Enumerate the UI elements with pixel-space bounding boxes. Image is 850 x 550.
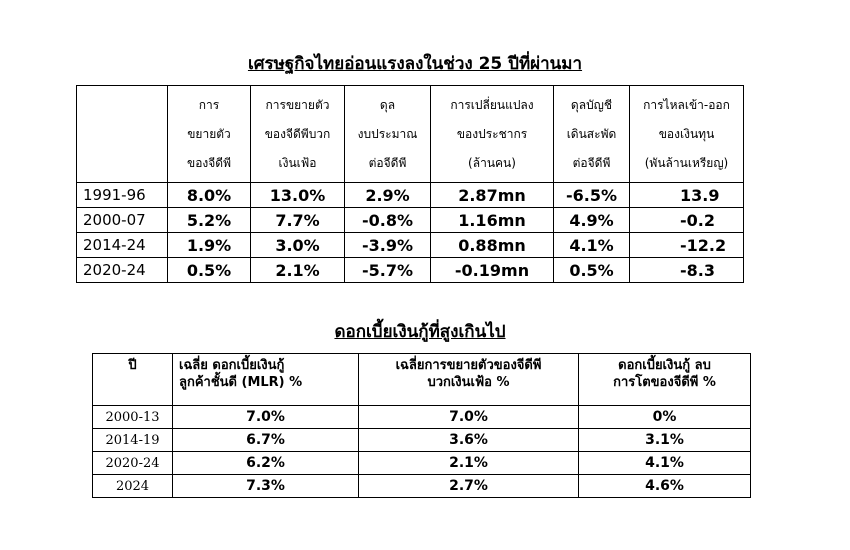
year-cell: 2014-19	[93, 429, 173, 452]
year-cell: 2000-13	[93, 406, 173, 429]
table-row	[77, 183, 744, 208]
table-row	[77, 258, 744, 283]
table-cell: 6.7%	[173, 429, 359, 452]
table2-header-spread: ดอกเบี้ยเงินกู้ ลบ การโตของจีดีพี %	[579, 354, 751, 406]
table-cell: -3.9%	[345, 233, 431, 258]
table-cell: 2.9%	[345, 183, 431, 208]
table-cell: 7.0%	[359, 406, 579, 429]
table-cell: 2.87mn	[431, 183, 554, 208]
table-cell: 2.1%	[251, 258, 345, 283]
table-cell: 4.9%	[554, 208, 630, 233]
period-cell: 2000-07	[77, 208, 168, 233]
table-cell: 13.0%	[251, 183, 345, 208]
table2-title: ดอกเบี้ยเงินกู้ที่สูงเกินไป	[334, 322, 506, 342]
table-cell: 0.5%	[554, 258, 630, 283]
table2-header-year: ปี	[93, 354, 173, 406]
table1-header-capital-flow: การไหลเข้า-ออก ของเงินทุน (พันล้านเหรียญ)	[630, 86, 744, 183]
table-row	[77, 233, 744, 258]
table-cell: 4.6%	[579, 475, 751, 498]
table1-header-population: การเปลี่ยนแปลง ของประชากร (ล้านคน)	[431, 86, 554, 183]
table-cell: 1.16mn	[431, 208, 554, 233]
table1-header-nominal-gdp: การขยายตัว ของจีดีพีบวก เงินเฟ้อ	[251, 86, 345, 183]
table-cell: -5.7%	[345, 258, 431, 283]
table-row	[93, 475, 751, 498]
period-cell: 1991-96	[77, 183, 168, 208]
economy-table	[76, 85, 744, 283]
table-cell: 0.88mn	[431, 233, 554, 258]
table2-header-mlr: เฉลี่ย ดอกเบี้ยเงินกู้ ลูกค้าชั้นดี (MLR) %	[173, 354, 359, 406]
interest-rate-table	[92, 353, 751, 498]
table-cell: 4.1%	[554, 233, 630, 258]
table-cell: 6.2%	[173, 452, 359, 475]
table1-header-gdp-growth: การ ขยายตัว ของจีดีพี	[168, 86, 251, 183]
table-cell: 0.5%	[168, 258, 251, 283]
table1-header-current-account: ดุลบัญชี เดินสะพัด ต่อจีดีพี	[554, 86, 630, 183]
table-cell: 2.1%	[359, 452, 579, 475]
table-cell: 5.2%	[168, 208, 251, 233]
table-cell: 1.9%	[168, 233, 251, 258]
year-cell: 2020-24	[93, 452, 173, 475]
table1-title: เศรษฐกิจไทยอ่อนแรงลงในช่วง 25 ปีที่ผ่านมา	[247, 54, 583, 74]
table2-header-row	[93, 354, 751, 406]
table-row	[77, 208, 744, 233]
table-cell: 3.0%	[251, 233, 345, 258]
table-cell: 7.3%	[173, 475, 359, 498]
table-cell: -8.3	[630, 258, 744, 283]
period-cell: 2020-24	[77, 258, 168, 283]
table2-header-nominal-gdp: เฉลี่ยการขยายตัวของจีดีพี บวกเงินเฟ้อ %	[359, 354, 579, 406]
table-cell: 7.7%	[251, 208, 345, 233]
table-cell: 4.1%	[579, 452, 751, 475]
table1-header-period	[77, 86, 168, 183]
table-cell: 0%	[579, 406, 751, 429]
table-cell: 2.7%	[359, 475, 579, 498]
table-cell: 13.9	[630, 183, 744, 208]
table-cell: -0.2	[630, 208, 744, 233]
table-cell: 3.6%	[359, 429, 579, 452]
table-cell: 3.1%	[579, 429, 751, 452]
table1-header-budget-balance: ดุล งบประมาณ ต่อจีดีพี	[345, 86, 431, 183]
year-cell: 2024	[93, 475, 173, 498]
table-cell: -0.8%	[345, 208, 431, 233]
table-row	[93, 406, 751, 429]
period-cell: 2014-24	[77, 233, 168, 258]
table-row	[93, 429, 751, 452]
table-cell: 7.0%	[173, 406, 359, 429]
table-row	[93, 452, 751, 475]
table-cell: 8.0%	[168, 183, 251, 208]
table-cell: -0.19mn	[431, 258, 554, 283]
table-cell: -6.5%	[554, 183, 630, 208]
table1-header-row	[77, 86, 744, 183]
table-cell: -12.2	[630, 233, 744, 258]
